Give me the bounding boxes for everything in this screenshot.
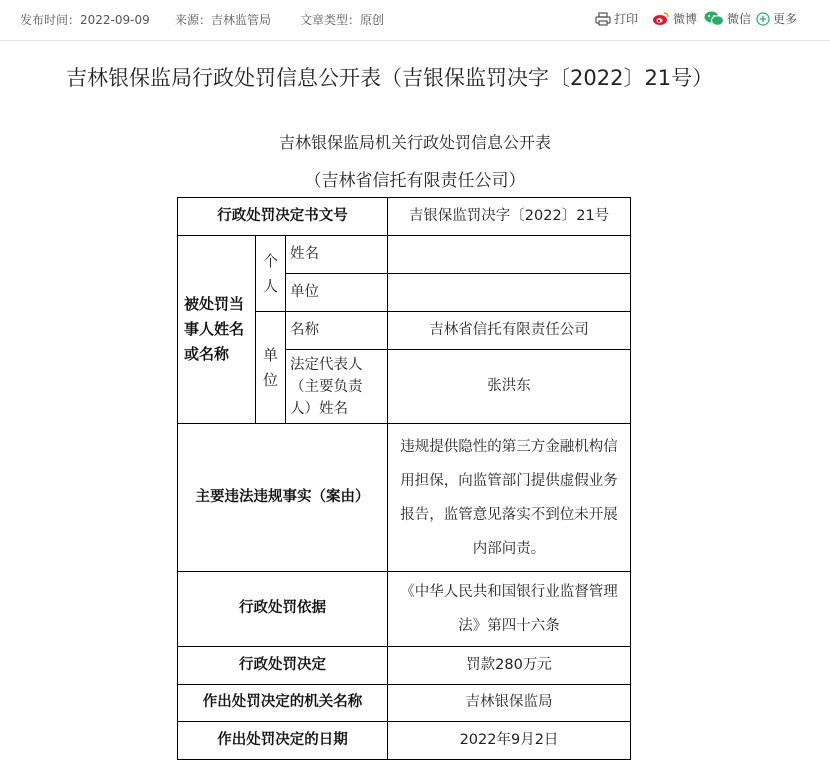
print-button[interactable] bbox=[595, 10, 638, 27]
person-unit-label: 单位 bbox=[290, 283, 319, 300]
weibo-icon bbox=[652, 11, 670, 26]
person-name-label: 姓名 bbox=[290, 245, 319, 262]
article-source: 来源：吉林监管局 bbox=[175, 13, 272, 27]
person-name-value bbox=[388, 236, 630, 273]
table-rule bbox=[177, 759, 631, 760]
decision-label: 行政处罚决定 bbox=[239, 656, 326, 673]
wechat-label: 微信 bbox=[727, 12, 752, 26]
table-subtitle: （吉林省信托有限责任公司） bbox=[304, 171, 526, 191]
wechat-icon bbox=[704, 11, 724, 26]
article-type: 文章类型：原创 bbox=[300, 13, 385, 27]
legal-rep-label: 法定代表人（主要负责人）姓名 bbox=[290, 356, 363, 417]
doc-number-label: 行政处罚决定书文号 bbox=[217, 207, 348, 224]
table-rule bbox=[630, 197, 631, 760]
entity-name-label: 名称 bbox=[290, 321, 319, 338]
entity-name-value: 吉林省信托有限责任公司 bbox=[429, 321, 589, 338]
article-meta-bar bbox=[0, 0, 830, 41]
weibo-share-button[interactable] bbox=[652, 10, 697, 27]
table-title: 吉林银保监局机关行政处罚信息公开表 bbox=[278, 133, 551, 152]
wechat-share-button[interactable] bbox=[704, 10, 751, 27]
legal-rep-value: 张洪东 bbox=[487, 377, 531, 394]
date-value: 2022年9月2日 bbox=[459, 731, 559, 748]
basis-value: 《中华人民共和国银行业监督管理法》第四十六条 bbox=[400, 584, 618, 634]
printer-icon bbox=[595, 12, 611, 26]
facts-label: 主要违法违规事实（案由） bbox=[195, 488, 370, 505]
date-label: 作出处罚决定的日期 bbox=[217, 731, 348, 748]
doc-number-value: 吉银保监罚决字〔2022〕21号 bbox=[408, 207, 610, 224]
authority-value: 吉林银保监局 bbox=[465, 694, 553, 711]
entity-label: 单位 bbox=[262, 345, 278, 389]
individual-label: 个人 bbox=[262, 251, 278, 295]
party-label: 被处罚当事人姓名或名称 bbox=[184, 295, 245, 363]
basis-label: 行政处罚依据 bbox=[239, 600, 326, 617]
publish-time: 发布时间：2022-09-09 bbox=[20, 13, 150, 27]
person-unit-value bbox=[388, 274, 630, 311]
facts-value: 违规提供隐性的第三方金融机构信用担保，向监管部门提供虚假业务报告，监管意见落实不到位未开展内部问责。 bbox=[400, 438, 618, 557]
plus-circle-icon bbox=[756, 12, 770, 26]
more-label: 更多 bbox=[773, 12, 798, 26]
authority-label: 作出处罚决定的机关名称 bbox=[202, 694, 363, 711]
weibo-label: 微博 bbox=[673, 12, 698, 26]
more-share-button[interactable] bbox=[756, 10, 797, 27]
page-title: 吉林银保监局行政处罚信息公开表（吉银保监罚决字〔2022〕21号） bbox=[66, 66, 714, 90]
decision-value: 罚款280万元 bbox=[466, 656, 552, 673]
print-label: 打印 bbox=[614, 12, 639, 26]
